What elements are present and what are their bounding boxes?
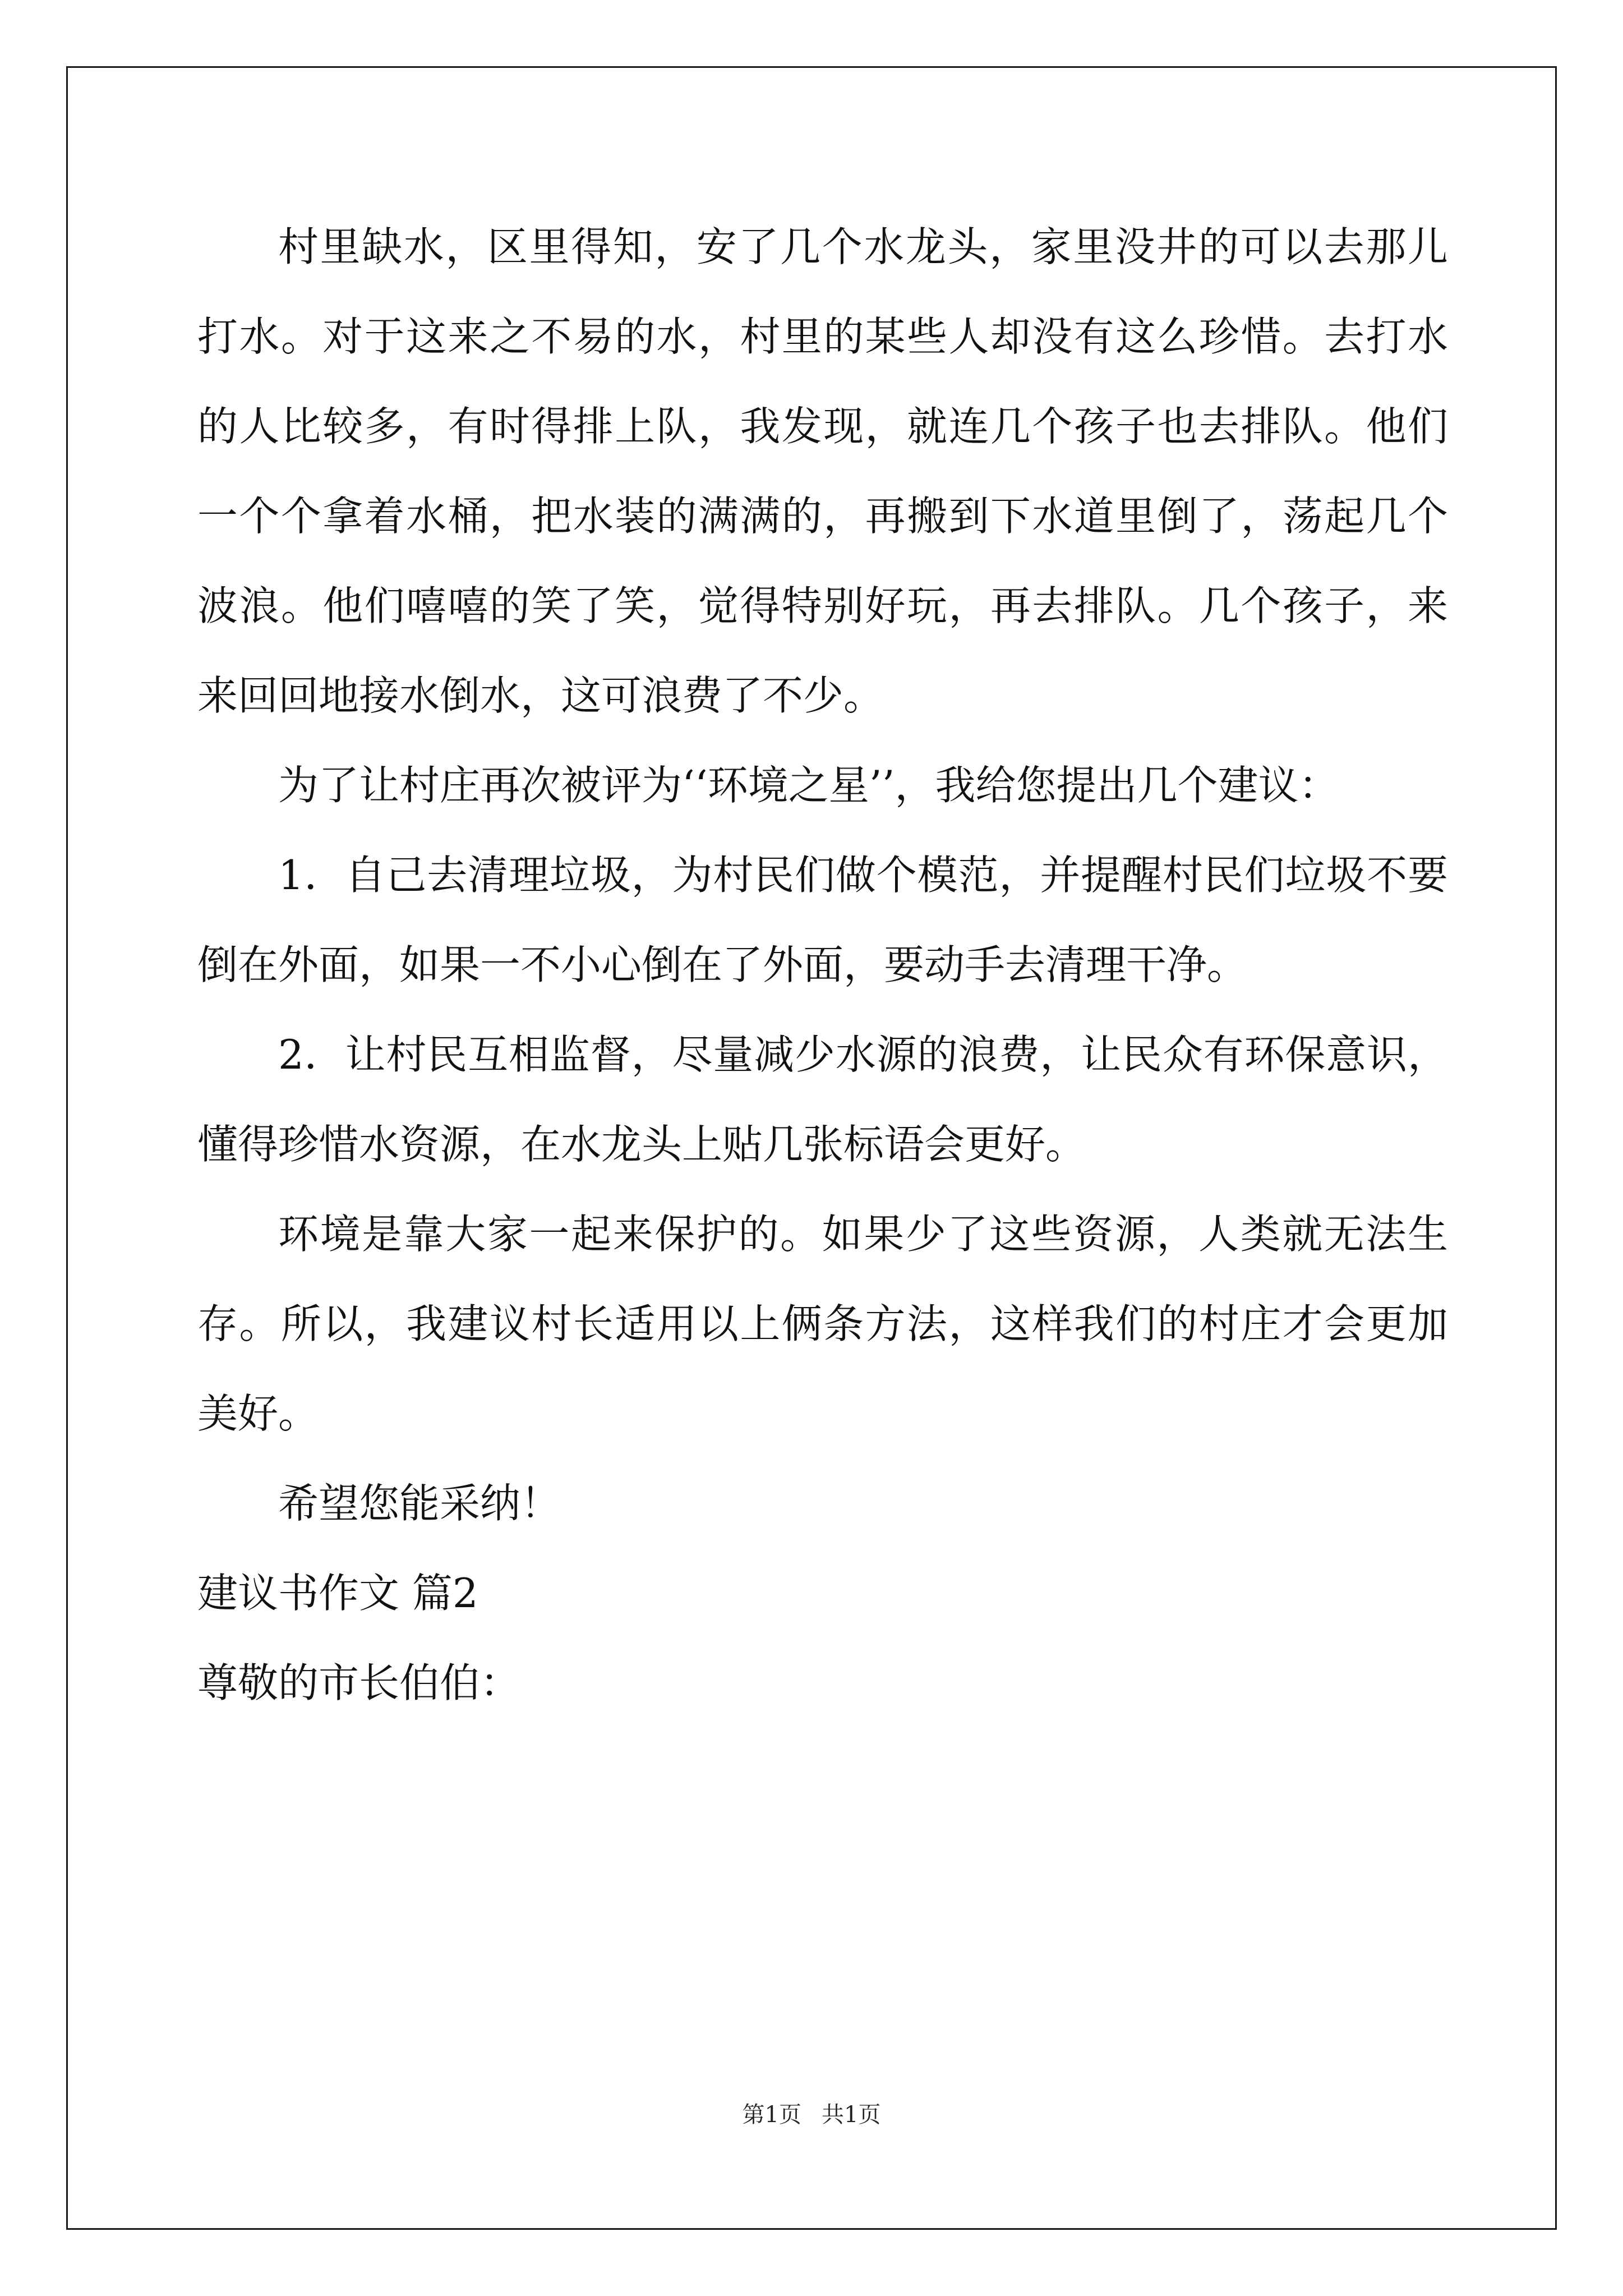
paragraph-closing: 希望您能采纳！ <box>278 1480 561 1527</box>
paragraph-water-shortage: 村里缺水，区里得知，安了几个水龙头，家里没井的可以去那儿打水。对于这来之不易的水，村里的某些人却没有这么珍惜。去打水的人比较多，有时得排上队，我发现，就连几个孩子也去排队。他们一个个拿着水桶，把水装的满满的，再搬到下水道里倒了，荡起几个波浪。他们嘻嘻的笑了笑，觉得特别好玩，再去排队。几个孩子，来来回回地接水倒水，这可浪费了不少。 <box>197 223 1448 719</box>
paragraph-conclusion: 环境是靠大家一起来保护的。如果少了这些资源，人类就无法生存。所以，我建议村长适用以上俩条方法，这样我们的村庄才会更加美好。 <box>197 1211 1448 1437</box>
salutation: 尊敬的市长伯伯： <box>197 1659 521 1706</box>
paragraph-suggestion-1: 1．自己去清理垃圾，为村民们做个模范，并提醒村民们垃圾不要倒在外面，如果一不小心倒在了外面，要动手去清理干净。 <box>197 852 1448 988</box>
page-number-current: 第1页 <box>742 2102 801 2128</box>
page-footer <box>0 2098 1623 2132</box>
paragraph-suggestion-2: 2．让村民互相监督，尽量减少水源的浪费，让民众有环保意识，懂得珍惜水资源，在水龙头上贴几张标语会更好。 <box>197 1031 1448 1168</box>
page-number-total: 共1页 <box>822 2102 881 2128</box>
section-heading: 建议书作文 篇2 <box>197 1570 478 1617</box>
paragraph-suggestion-intro: 为了让村庄再次被评为‘‘环境之星’’，我给您提出几个建议： <box>278 762 1339 809</box>
document-body <box>197 202 1448 1728</box>
